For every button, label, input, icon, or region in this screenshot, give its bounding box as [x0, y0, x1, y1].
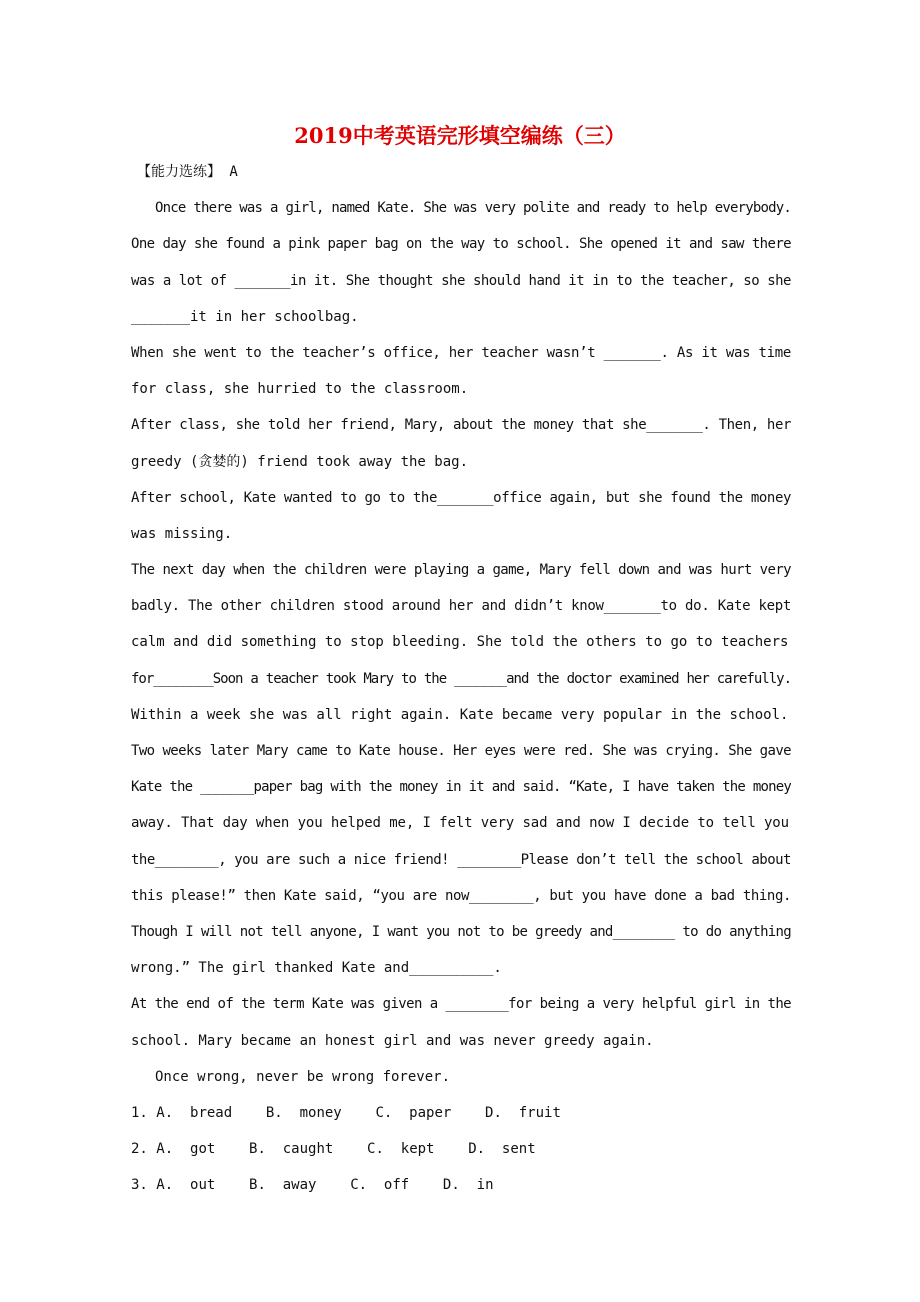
option-a: A. out — [156, 1177, 216, 1194]
passage-line: When she went to the teacher’s office, her teacher wasn’t _______. As it was time — [131, 344, 791, 361]
passage-line: away. That day when you helped me, I felt very sad and now I decide to tell you — [131, 815, 789, 832]
question-2 — [131, 1131, 791, 1167]
passage-line: badly. The other children stood around her and didn’t know_______to do. Kate kept — [131, 598, 791, 615]
option-a: A. got — [156, 1141, 216, 1158]
option-b: B. away — [249, 1177, 317, 1194]
option-d: D. fruit — [485, 1104, 561, 1121]
passage-line: Kate the _______paper bag with the money in it and said. “Kate, I have taken the money — [131, 779, 791, 796]
document-body — [131, 154, 791, 1203]
option-b: B. money — [265, 1104, 342, 1121]
question-number: 1. — [131, 1104, 148, 1121]
passage-line: _______it in her schoolbag. — [131, 308, 359, 325]
passage-line: Though I will not tell anyone, I want you not to be greedy and________ to do anything — [131, 923, 791, 940]
passage-line: school. Mary became an honest girl and was never greedy again. — [131, 1032, 654, 1049]
passage-line: Two weeks later Mary came to Kate house. Her eyes were red. She was crying. She gave — [131, 743, 791, 759]
option-c: C. paper — [375, 1104, 452, 1121]
passage-line: calm and did something to stop bleeding. She told the others to go to teachers — [131, 634, 789, 651]
section-label: 【能力选练】 A — [137, 164, 238, 180]
option-d: D. sent — [468, 1141, 536, 1158]
passage-line: Within a week she was all right again. Kate became very popular in the school. — [131, 706, 789, 723]
passage-line: At the end of the term Kate was given a ________for being a very helpful girl in the — [131, 996, 791, 1013]
passage-line: One day she found a pink paper bag on the way to school. She opened it and saw there — [131, 236, 791, 253]
passage-line: the________, you are such a nice friend! ________Please don’t tell the school about — [131, 851, 791, 868]
option-a: A. bread — [156, 1104, 233, 1121]
option-c: C. off — [350, 1177, 410, 1194]
passage-line: The next day when the children were playing a game, Mary fell down and was hurt very — [131, 562, 791, 579]
option-b: B. caught — [249, 1141, 334, 1158]
passage-line: wrong.” The girl thanked Kate and__________. — [131, 960, 502, 977]
passage-line: was missing. — [131, 525, 233, 542]
page-title: 2019中考英语完形填空编练（三） — [294, 123, 626, 148]
passage-line: Once there was a girl, named Kate. She was very polite and ready to help everybody. — [155, 200, 791, 217]
question-number: 2. — [131, 1141, 148, 1158]
passage-line: for class, she hurried to the classroom. — [131, 381, 469, 398]
passage-line: After class, she told her friend, Mary, about the money that she_______. Then, her — [131, 417, 791, 434]
passage-line: for________Soon a teacher took Mary to the _______and the doctor examined her carefully. — [131, 670, 791, 687]
question-1 — [131, 1095, 791, 1131]
passage-line: After school, Kate wanted to go to the_______office again, but she found the money — [131, 489, 791, 506]
question-3 — [131, 1167, 791, 1203]
question-number: 3. — [131, 1177, 148, 1194]
passage-line: greedy (贪婪的) friend took away the bag. — [131, 453, 469, 470]
passage-line: was a lot of _______in it. She thought she should hand it in to the teacher, so she — [131, 272, 791, 289]
option-c: C. kept — [367, 1141, 435, 1158]
passage-moral: Once wrong, never be wrong forever. — [155, 1068, 451, 1085]
option-d: D. in — [442, 1177, 494, 1194]
passage-line: this please!” then Kate said, “you are now________, but you have done a bad thing. — [131, 887, 791, 904]
